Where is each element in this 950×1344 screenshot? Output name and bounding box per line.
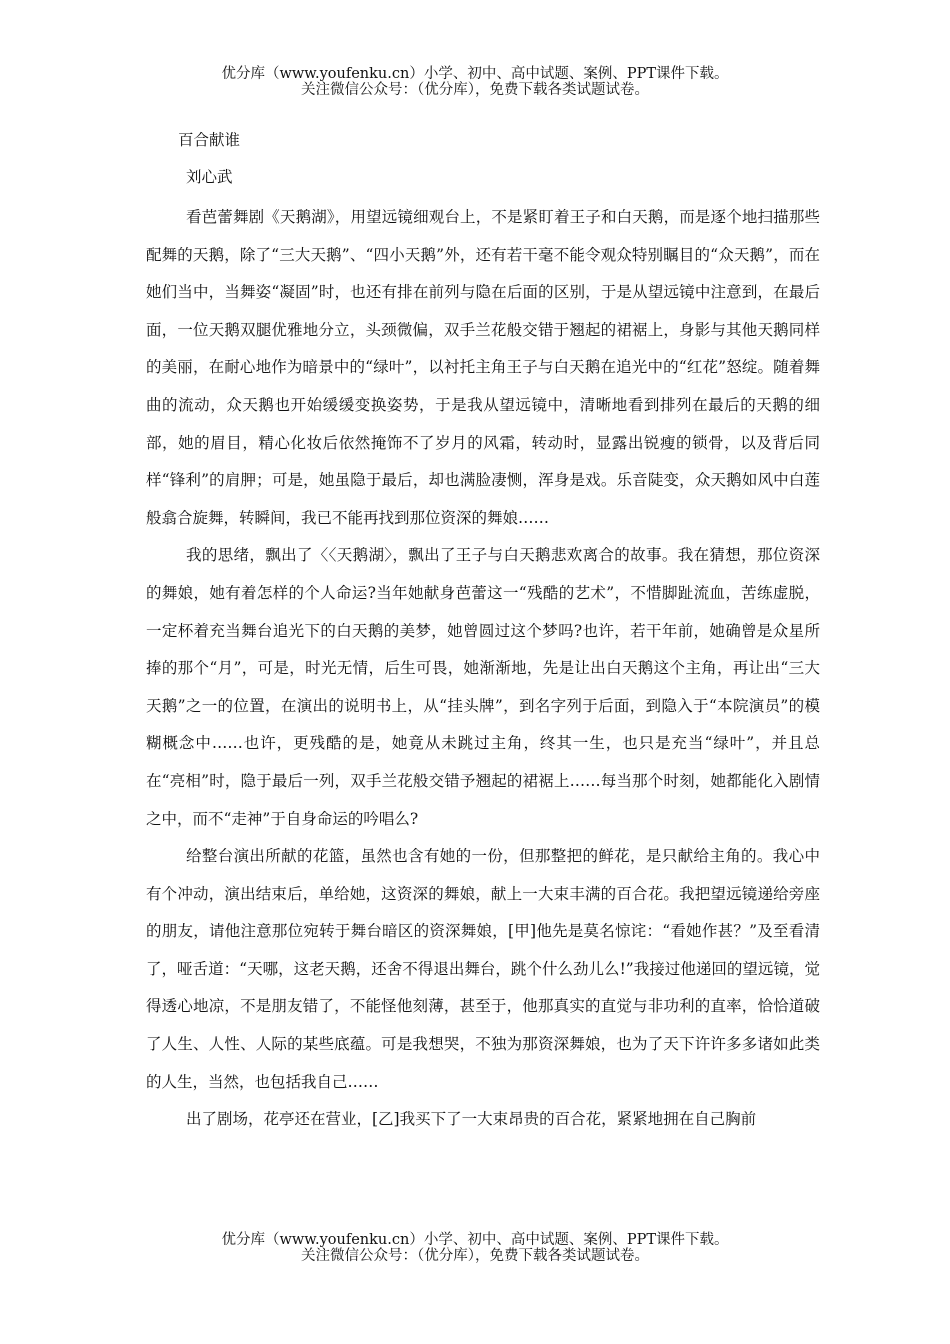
article-body bbox=[146, 199, 820, 1139]
paragraph-1: 看芭蕾舞剧《天鹅湖》，用望远镜细观台上，不是紧盯着王子和白天鹅，而是逐个地扫描那些配舞的天鹅，除了“三大天鹅”、“四小天鹅”外，还有若干毫不能令观众特别瞩目的“众天鹅”，而在她们当中，当舞姿“凝固”时，也还有排在前列与隐在后面的区别，于是从望远镜中注意到，在最后面，一位天鹅双腿优雅地分立，头颈微偏，双手兰花般交错于翘起的裙裾上，身影与其他天鹅同样的美丽，在耐心地作为暗景中的“绿叶”，以衬托主角王子与白天鹅在追光中的“红花”怒绽。随着舞曲的流动，众天鹅也开始缓缓变换姿势，于是我从望远镜中，清晰地看到排列在最后的天鹅的细部，她的眉目，精心化妆后依然掩饰不了岁月的风霜，转动时，显露出锐瘦的锁骨，以及背后同样“锋利”的肩胛；可是，她虽隐于最后，却也满脸凄恻，浑身是戏。乐音陡变，众天鹅如风中白莲般翕合旋舞，转瞬间，我已不能再找到那位资深的舞娘…… bbox=[146, 208, 820, 527]
page-footer bbox=[0, 1232, 950, 1264]
page-header bbox=[0, 66, 950, 98]
header-line-2: 关注微信公众号：（优分库），免费下载各类试题试卷。 bbox=[301, 82, 649, 98]
header-line-1: 优分库（www.youfenku.cn）小学、初中、高中试题、案例、PPT课件下载。 bbox=[221, 66, 729, 82]
paragraph-3: 给整台演出所献的花篮，虽然也含有她的一份，但那整把的鲜花，是只献给主角的。我心中有个冲动，演出结束后，单给她，这资深的舞娘，献上一大束丰满的百合花。我把望远镜递给旁座的朋友，请他注意那位宛转于舞台暗区的资深舞娘，[甲]他先是莫名惊诧：“看她作甚？”及至看清了，哑舌道：“天哪，这老天鹅，还舍不得退出舞台，跳个什么劲儿么!”我接过他递回的望远镜，觉得透心地凉，不是朋友错了，不能怪他刻薄，甚至于，他那真实的直觉与非功利的直率，恰恰道破了人生、人性、人际的某些底蕴。可是我想哭，不独为那资深舞娘，也为了天下许许多多诸如此类的人生，当然，也包括我自己…… bbox=[146, 847, 820, 1091]
paragraph-4: 出了剧场，花亭还在营业，[乙]我买下了一大束昂贵的百合花，紧紧地拥在自己胸前 bbox=[186, 1110, 757, 1129]
article-author: 刘心武 bbox=[186, 168, 233, 186]
article-title: 百合献谁 bbox=[178, 131, 241, 149]
footer-line-2: 关注微信公众号：（优分库），免费下载各类试题试卷。 bbox=[301, 1248, 649, 1264]
footer-line-1: 优分库（www.youfenku.cn）小学、初中、高中试题、案例、PPT课件下载。 bbox=[221, 1232, 729, 1248]
paragraph-2: 我的思绪，飘出了〈〈天鹅湖〉，飘出了王子与白天鹅悲欢离合的故事。我在猜想，那位资深的舞娘，她有着怎样的个人命运?当年她献身芭蕾这一“残酷的艺术”，不惜脚趾流血，苦练虚脱，一定杯着充当舞台追光下的白天鹅的美梦，她曾圆过这个梦吗?也许，若干年前，她确曾是众星所捧的那个“月”，可是，时光无情，后生可畏，她渐渐地，先是让出白天鹅这个主角，再让出“三大天鹅”之一的位置，在演出的说明书上，从“挂头牌”，到名字列于后面，到隐入于“本院演员”的模糊概念中……也许，更残酷的是，她竟从未跳过主角，终其一生，也只是充当“绿叶”，并且总在“亮相”时，隐于最后一列，双手兰花般交错予翘起的裙裾上……每当那个时刻，她都能化入剧情之中，而不“走神”于自身命运的吟唱么? bbox=[146, 546, 820, 828]
